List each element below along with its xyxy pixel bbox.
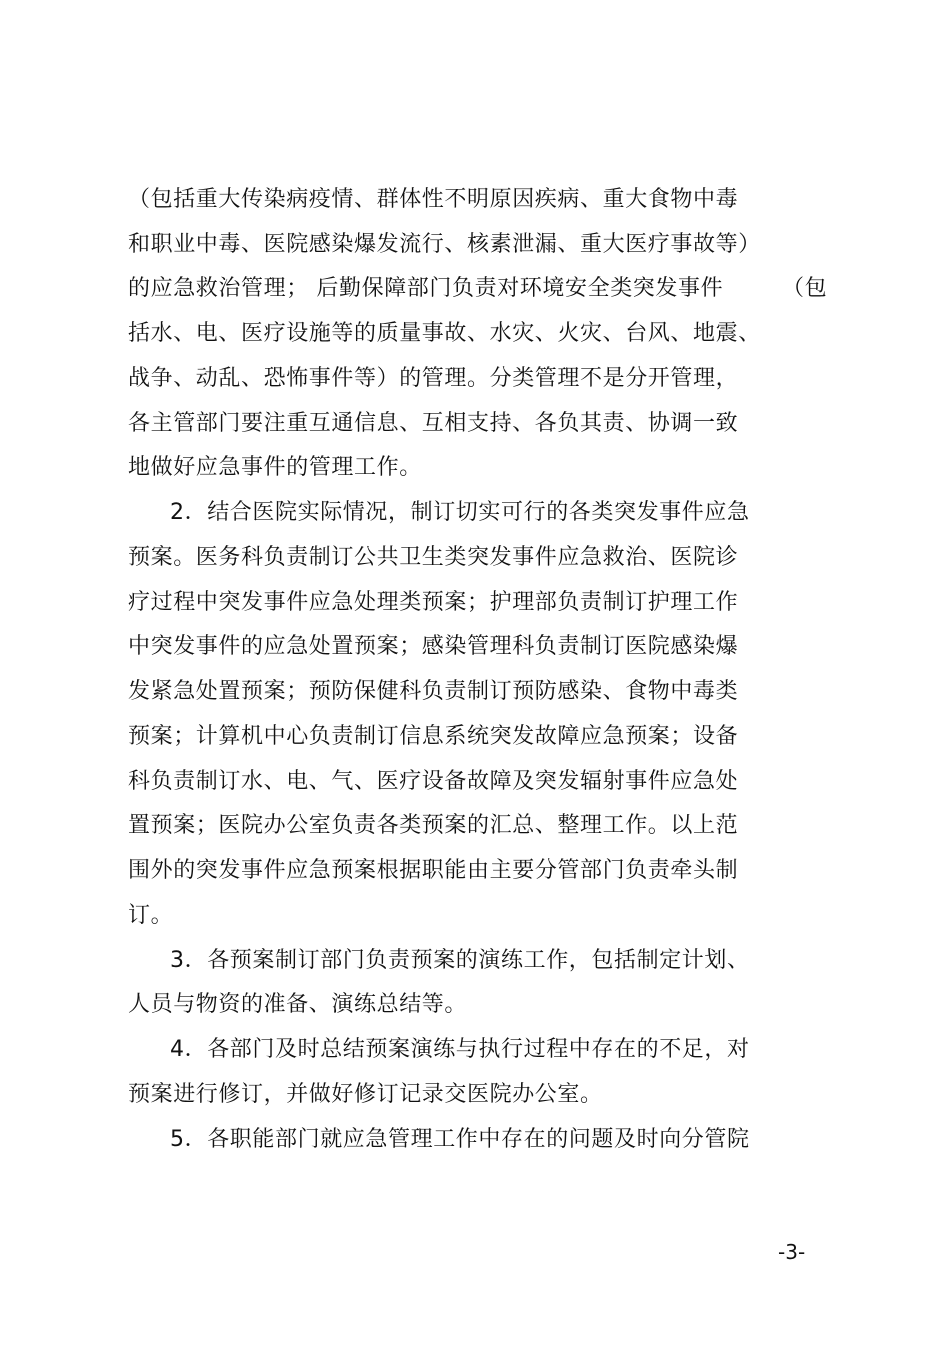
text-line: 人员与物资的准备、演练总结等。 <box>128 992 468 1017</box>
text-line: 预案进行修订，并做好修订记录交医院办公室。 <box>128 1082 603 1107</box>
text-line: 各主管部门要注重互通信息、互相支持、各负其责、协调一致 <box>128 411 739 436</box>
paragraph-start: 5．各职能部门就应急管理工作中存在的问题及时向分管院 <box>170 1127 750 1152</box>
text-line: 科负责制订水、电、气、医疗设备故障及突发辐射事件应急处 <box>128 769 739 794</box>
text-line: 疗过程中突发事件应急处理类预案；护理部负责制订护理工作 <box>128 590 739 615</box>
text-line: 和职业中毒、医院感染爆发流行、核素泄漏、重大医疗事故等） <box>128 232 761 257</box>
text-line: 地做好应急事件的管理工作。 <box>128 455 422 480</box>
text-line: 订。 <box>128 903 174 928</box>
text-line: 预案；计算机中心负责制订信息系统突发故障应急预案；设备 <box>128 724 739 749</box>
text-line: 的应急救治管理； 后勤保障部门负责对环境安全类突发事件 <box>128 276 724 301</box>
text-line: 中突发事件的应急处置预案；感染管理科负责制订医院感染爆 <box>128 634 739 659</box>
text-line: 发紧急处置预案；预防保健科负责制订预防感染、食物中毒类 <box>128 679 739 704</box>
text-line: 围外的突发事件应急预案根据职能由主要分管部门负责牵头制 <box>128 858 739 883</box>
text-line: 置预案；医院办公室负责各类预案的汇总、整理工作。以上范 <box>128 813 739 838</box>
text-line: （包括重大传染病疫情、群体性不明原因疾病、重大食物中毒 <box>128 187 739 212</box>
text-line: 括水、电、医疗设施等的质量事故、水灾、火灾、台风、地震、 <box>128 321 761 346</box>
text-line-tail: （包 <box>782 276 828 301</box>
text-line: 战争、动乱、恐怖事件等）的管理。分类管理不是分开管理， <box>128 366 739 391</box>
text-line: 预案。医务科负责制订公共卫生类突发事件应急救治、医院诊 <box>128 545 739 570</box>
paragraph-start: 2．结合医院实际情况，制订切实可行的各类突发事件应急 <box>170 500 750 525</box>
paragraph-start: 4．各部门及时总结预案演练与执行过程中存在的不足，对 <box>170 1037 750 1062</box>
page-number: -3- <box>778 1240 806 1264</box>
paragraph-start: 3．各预案制订部门负责预案的演练工作，包括制定计划、 <box>170 948 750 973</box>
